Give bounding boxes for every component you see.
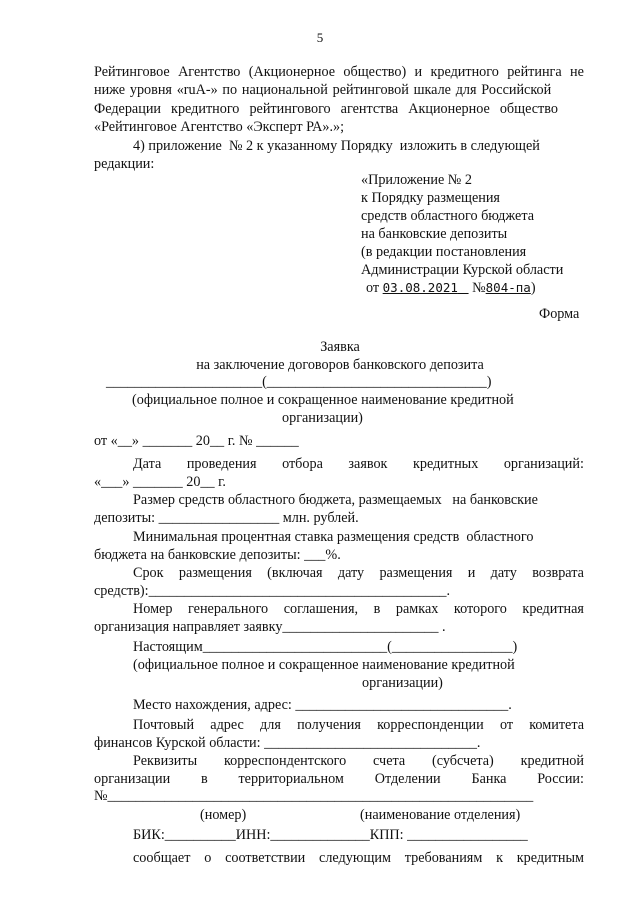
postal-address-label: Почтовый адрес для получения корреспонденции от комитета bbox=[133, 717, 584, 733]
min-rate-label: Минимальная процентная ставка размещения средств областного bbox=[133, 529, 534, 545]
annex-date: 03.08.2021 bbox=[382, 280, 458, 295]
doc-subtitle: на заключение договоров банковского депозита bbox=[196, 357, 484, 373]
bank-codes-line: БИК:__________ИНН:______________КПП: _________________ bbox=[133, 827, 528, 843]
corr-account-label-cont: организации в территориальном Отделении Банка России: bbox=[94, 771, 584, 787]
annex-title: «Приложение № 2 bbox=[361, 172, 472, 188]
corr-account-label: Реквизиты корреспондентского счета (субсчета) кредитной bbox=[133, 753, 584, 769]
branch-name-caption: (наименование отделения) bbox=[360, 807, 521, 823]
selection-date-label: Дата проведения отбора заявок кредитных организаций: bbox=[133, 456, 584, 472]
hereby-org-blank: Настоящим__________________________(_________________) bbox=[133, 639, 518, 655]
min-rate-blank: бюджета на банковские депозиты: ___%. bbox=[94, 547, 341, 563]
org-name-caption-cont: организации) bbox=[282, 410, 363, 426]
doc-title: Заявка bbox=[320, 339, 360, 355]
page-number: 5 bbox=[316, 30, 324, 45]
agreement-number-label: Номер генерального соглашения, в рамках которого кредитная bbox=[133, 601, 584, 617]
annex-line-5: (в редакции постановления bbox=[361, 244, 527, 260]
annex-line-3: средств областного бюджета bbox=[361, 208, 534, 224]
selection-date-blank: «___» _______ 20__ г. bbox=[94, 474, 226, 490]
annex-line-6: Администрации Курской области bbox=[361, 262, 564, 278]
form-label: Форма bbox=[539, 306, 580, 322]
application-date-line: от «__» _______ 20__ г. № ______ bbox=[94, 433, 299, 449]
intro-line-4: «Рейтинговое Агентство «Эксперт РА».»; bbox=[94, 119, 345, 135]
amendment-point-4-cont: редакции: bbox=[94, 156, 155, 172]
funds-amount-blank: депозиты: _________________ млн. рублей. bbox=[94, 510, 359, 526]
annex-number: 804-па bbox=[485, 280, 531, 295]
hereby-org-caption-cont: организации) bbox=[362, 675, 443, 691]
funds-amount-label: Размер средств областного бюджета, размещаемых на банковские bbox=[133, 492, 538, 508]
org-name-blank: ______________________(_______________________________) bbox=[106, 374, 492, 390]
intro-line-2: ниже уровня «ruA-» по национальной рейтинговой шкале для Российской bbox=[94, 82, 552, 98]
location-address-line: Место нахождения, адрес: ______________________________. bbox=[133, 697, 512, 713]
agreement-number-blank: организация направляет заявку______________________ . bbox=[94, 619, 446, 635]
amendment-point-4: 4) приложение № 2 к указанному Порядку изложить в следующей bbox=[133, 138, 540, 154]
org-name-caption: (официальное полное и сокращенное наименование кредитной bbox=[132, 392, 514, 408]
compliance-statement: сообщает о соответствии следующим требованиям к кредитным bbox=[133, 850, 584, 866]
postal-address-blank: финансов Курской области: ______________________________. bbox=[94, 735, 481, 751]
intro-line-3: Федерации кредитного рейтингового агентства Акционерное общество bbox=[94, 101, 558, 117]
term-label: Срок размещения (включая дату размещения и дату возврата bbox=[133, 565, 584, 581]
intro-line-1: Рейтинговое Агентство (Акционерное общество) и кредитного рейтинга не bbox=[94, 64, 584, 80]
number-caption: (номер) bbox=[200, 807, 247, 823]
corr-account-number-blank: №____________________________________________________________ bbox=[94, 788, 534, 804]
term-blank: средств):__________________________________________. bbox=[94, 583, 451, 599]
annex-line-4: на банковские депозиты bbox=[361, 226, 508, 242]
annex-date-line: от 03.08.2021 №804-па) bbox=[366, 280, 536, 296]
hereby-org-caption: (официальное полное и сокращенное наименование кредитной bbox=[133, 657, 515, 673]
annex-line-2: к Порядку размещения bbox=[361, 190, 500, 206]
